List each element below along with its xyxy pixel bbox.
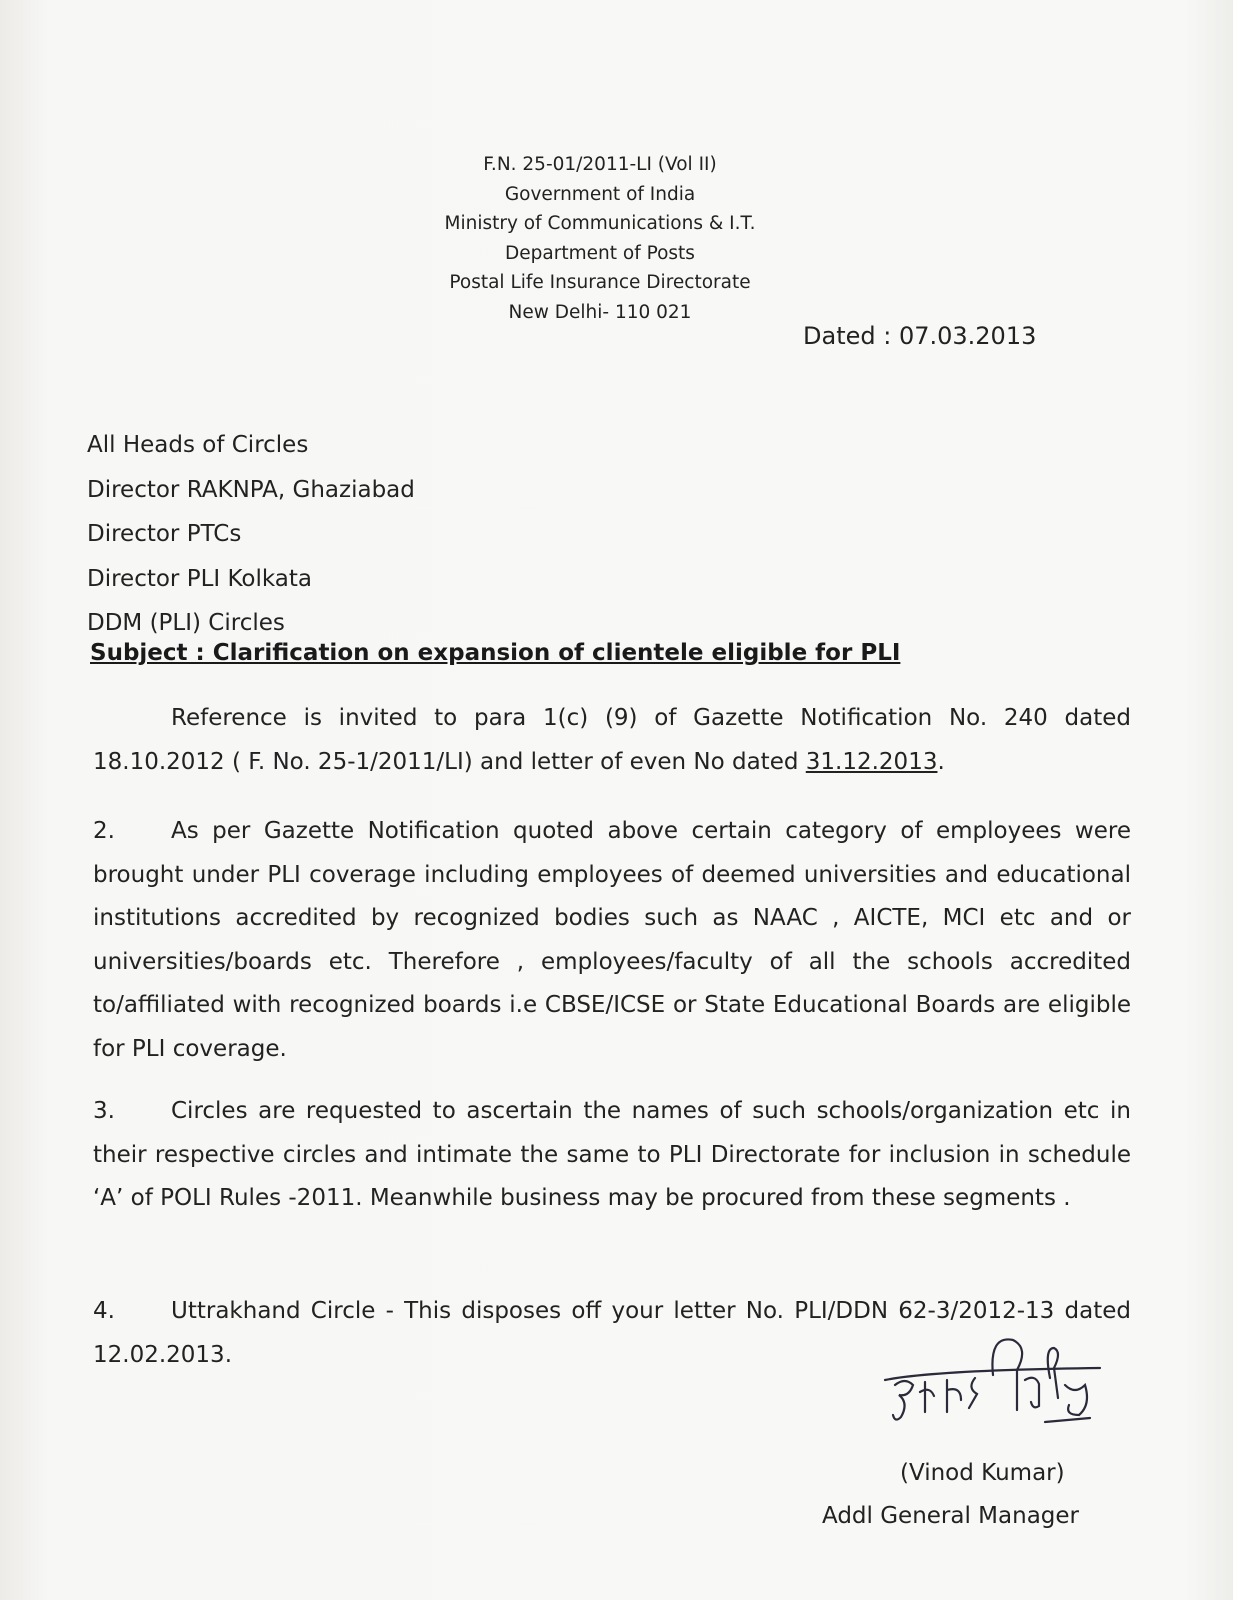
file-number: F.N. 25-01/2011-LI (Vol II) bbox=[483, 154, 717, 175]
addressee-list bbox=[87, 423, 415, 646]
addressee: DDM (PLI) Circles bbox=[87, 610, 285, 636]
addressee: Director PTCs bbox=[87, 521, 242, 547]
paragraph-4-text: Uttrakhand Circle - This disposes off your letter No. PLI/DDN 62-3/2012-13 dated 12.02.2013. bbox=[93, 1298, 1131, 1368]
addressee: All Heads of Circles bbox=[87, 432, 309, 458]
underlined-date: 31.12.2013 bbox=[805, 748, 938, 775]
handwritten-signature bbox=[875, 1330, 1115, 1450]
header-department: Department of Posts bbox=[505, 242, 695, 264]
letter-header bbox=[400, 150, 800, 327]
letter-date: Dated : 07.03.2013 bbox=[803, 322, 1037, 350]
paragraph-1-end: . bbox=[937, 748, 945, 775]
signatory-designation: Addl General Manager bbox=[822, 1503, 1079, 1529]
paragraph-number: 3. bbox=[93, 1098, 115, 1124]
header-government: Government of India bbox=[504, 183, 696, 205]
paragraph-1-text: Reference is invited to para 1(c) (9) of Gazette Notification No. 240 dated 18.10.2012 ( F. No. 25-1/2011/LI) and letter of even No dated bbox=[93, 705, 1131, 775]
addressee: Director RAKNPA, Ghaziabad bbox=[87, 476, 415, 503]
addressee: Director PLI Kolkata bbox=[87, 565, 313, 592]
header-directorate: Postal Life Insurance Directorate bbox=[449, 272, 751, 293]
signatory-name: (Vinod Kumar) bbox=[900, 1460, 1065, 1486]
header-ministry: Ministry of Communications & I.T. bbox=[444, 213, 756, 234]
paragraph-1 bbox=[93, 697, 1131, 784]
paragraph-2-text: As per Gazette Notification quoted above certain category of employees were brought under PLI coverage including employees of deemed universities and educational institutions accredited by recognized bodies such as NAAC , AICTE, MCI etc and or universities/boards etc. Therefore , employees/faculty of all the schools accredited to/affiliated with recognized boards i.e CBSE/ICSE or State Educational Boards are eligible for PLI coverage. bbox=[93, 818, 1131, 1062]
paragraph-number: 4. bbox=[93, 1298, 115, 1324]
paragraph-number: 2. bbox=[93, 818, 115, 844]
paragraph-3-text: Circles are requested to ascertain the names of such schools/organization etc in their respective circles and intimate the same to PLI Directorate for inclusion in schedule ‘A’ of POLI Rules -2011. Meanwhile business may be procured from these segments . bbox=[93, 1098, 1131, 1211]
header-address: New Delhi- 110 021 bbox=[508, 301, 692, 323]
subject-line: Subject : Clarification on expansion of clientele eligible for PLI bbox=[90, 640, 901, 666]
paragraph-3 bbox=[93, 1090, 1131, 1221]
paragraph-2 bbox=[93, 810, 1131, 1071]
